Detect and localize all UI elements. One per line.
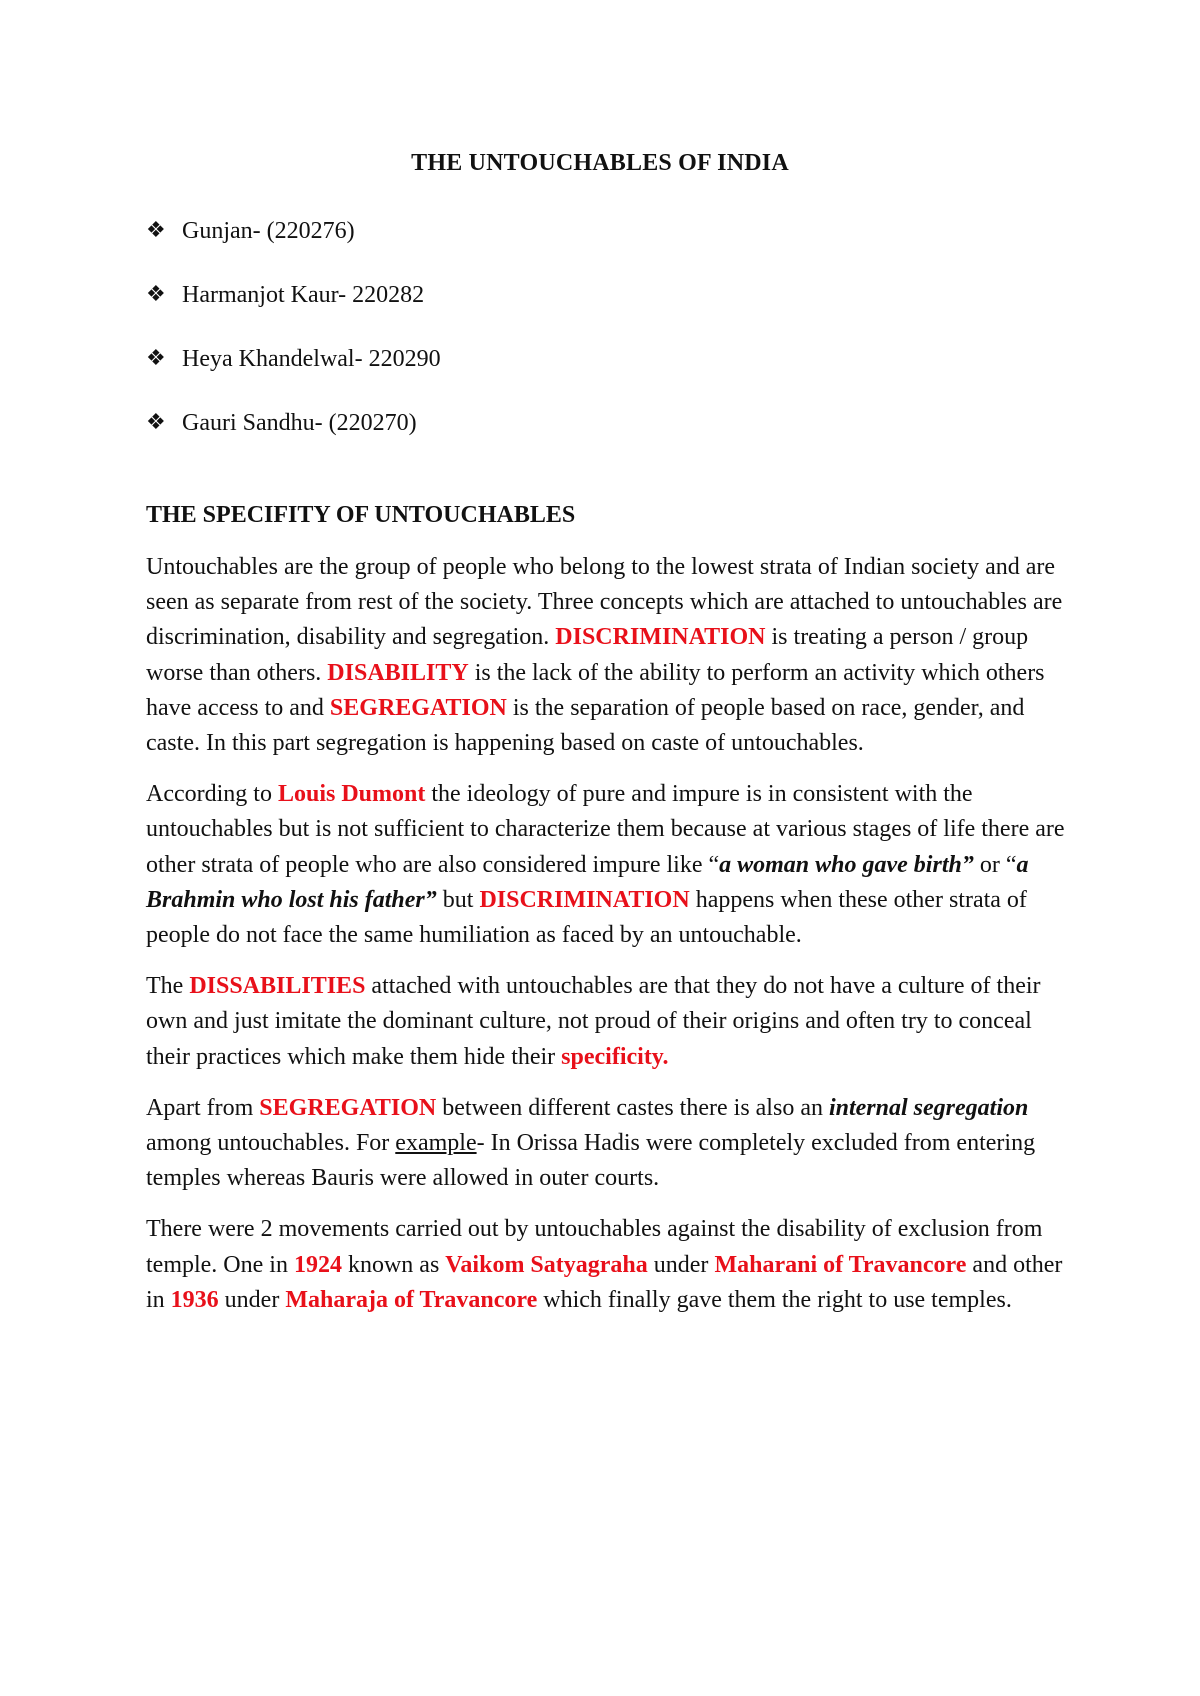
author-name: Harmanjot Kaur- 220282 <box>182 282 425 308</box>
highlight-term: SEGREGATION <box>329 694 507 721</box>
paragraph-dumont <box>146 777 1076 953</box>
text-run: Apart from <box>146 1094 260 1121</box>
text-run: is the separation of people based on race, gender, and caste. In this part segregation is happening based on caste of untouchables. <box>146 694 1025 757</box>
text-run: known as <box>341 1251 446 1278</box>
highlight-term: 1924 <box>293 1251 342 1278</box>
diamond-bullet-icon: ❖ <box>146 218 166 243</box>
text-run: is treating a person / group worse than others. <box>146 624 1029 686</box>
highlight-term: Maharaja of Travancore <box>285 1286 538 1313</box>
text-run: or “ <box>973 851 1017 878</box>
highlight-term: DISCRIMINATION <box>479 886 690 913</box>
author-item <box>146 279 441 343</box>
author-item <box>146 343 441 407</box>
text-run: According to <box>146 781 278 808</box>
body-text <box>146 550 1076 1334</box>
text-run: under <box>218 1286 286 1313</box>
text-run: - In Orissa Hadis were completely excluded from entering temples whereas Bauris were allowed in outer courts. <box>146 1130 1036 1192</box>
diamond-bullet-icon: ❖ <box>146 346 166 371</box>
diamond-bullet-icon: ❖ <box>146 282 166 307</box>
author-item <box>146 215 441 279</box>
text-run: Untouchables are the group of people who belong to the lowest strata of Indian society and are seen as separate from rest of the society. Three concepts which are attached to untouchables are discrimination, disability and segregation. <box>146 554 1063 651</box>
text-run: There were 2 movements carried out by untouchables against the disability of exclusion from temple. One in <box>146 1216 1043 1278</box>
section-heading: THE SPECIFITY OF UNTOUCHABLES <box>146 502 576 528</box>
author-item <box>146 407 441 471</box>
text-run: and other in <box>146 1251 1063 1313</box>
highlight-term: Louis Dumont <box>277 781 426 808</box>
highlight-term: 1936 <box>170 1286 219 1313</box>
highlight-term: specificity. <box>561 1043 669 1070</box>
text-run: The <box>146 973 190 1000</box>
text-run: among untouchables. For <box>146 1130 396 1157</box>
highlight-term: DISABILITY <box>327 659 469 686</box>
document-title: THE UNTOUCHABLES OF INDIA <box>411 150 789 176</box>
emphasis-phrase: internal segregation <box>828 1094 1029 1121</box>
author-name: Gauri Sandhu- (220270) <box>182 410 417 436</box>
quoted-phrase: a Brahmin who lost his father” <box>146 851 1029 913</box>
paragraph-movements <box>146 1212 1076 1318</box>
highlight-term: DISSABILITIES <box>189 973 366 1000</box>
highlight-term: Vaikom Satyagraha <box>445 1251 648 1278</box>
highlight-term: SEGREGATION <box>259 1094 437 1121</box>
text-run: the ideology of pure and impure is in consistent with the untouchables but is not sufficient to characterize them because at various stages of life there are other strata of people who are also considered impure like “ <box>146 781 1065 878</box>
text-run: is the lack of the ability to perform an activity which others have access to and <box>146 659 1045 721</box>
text-run: happens when these other strata of people do not face the same humiliation as faced by an untouchable. <box>146 886 1027 949</box>
paragraph-definitions <box>146 550 1076 761</box>
text-run: attached with untouchables are that they do not have a culture of their own and just imitate the dominant culture, not proud of their origins and often try to conceal their practices which make them hide their <box>146 973 1041 1070</box>
highlight-term: DISCRIMINATION <box>555 624 766 651</box>
diamond-bullet-icon: ❖ <box>146 410 166 435</box>
text-run: between different castes there is also an <box>436 1094 829 1121</box>
text-run: but <box>436 886 480 913</box>
paragraph-segregation <box>146 1091 1076 1197</box>
paragraph-disabilities <box>146 969 1076 1075</box>
author-name: Gunjan- (220276) <box>182 218 355 244</box>
text-run: under <box>647 1251 715 1278</box>
highlight-term: Maharani of Travancore <box>714 1251 967 1278</box>
text-run: which finally gave them the right to use temples. <box>537 1286 1012 1313</box>
author-list <box>146 215 441 471</box>
author-name: Heya Khandelwal- 220290 <box>182 346 441 372</box>
underlined-word: example <box>395 1130 477 1157</box>
quoted-phrase: a woman who gave birth” <box>719 851 974 878</box>
